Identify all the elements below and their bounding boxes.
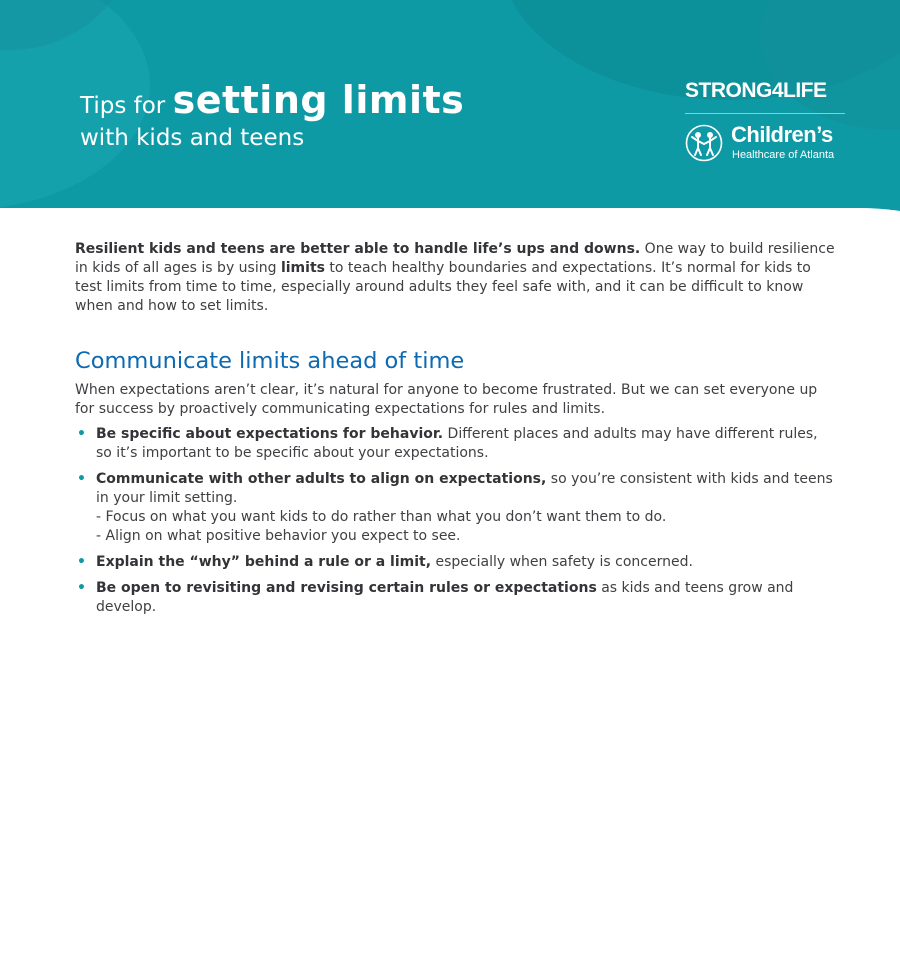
intro-text: to teach healthy boundaries and expectations. It’s normal for kids to test limits from time to time, especially around adults they feel safe with, and it can be difficult to know when and how to set limits. [75, 260, 811, 314]
bullet-bold: Be open to revisiting and revising certain rules or expectations [96, 580, 597, 596]
bullet-bold: Explain the “why” behind a rule or a limit, [96, 554, 432, 570]
bullet-glyph: • [77, 426, 86, 442]
list-item [75, 553, 835, 572]
childrens-wordmark: Children’s [731, 122, 833, 147]
bullet-text: as kids and teens grow and develop. [96, 580, 794, 615]
bullet-glyph: • [77, 471, 86, 487]
bullet-subline: - Focus on what you want kids to do rather than what you don’t want them to do. [96, 509, 667, 525]
bullet-glyph: • [77, 580, 86, 596]
decorative-circle [760, 0, 900, 130]
bullet-text: Different places and adults may have different rules, so it’s important to be specific about your expectations. [96, 426, 818, 461]
section-heading: Communicate limits ahead of time [75, 348, 465, 374]
children-figures-icon [685, 124, 723, 162]
logo-divider [685, 113, 845, 114]
childrens-subtitle: Healthcare of Atlanta [732, 149, 835, 161]
title-emphasis: setting limits [172, 78, 465, 122]
intro-text: One way to build resilience in kids of all ages is by using [75, 241, 835, 276]
strong4life-logo: STRONG4LIFE [685, 79, 827, 102]
list-item [75, 470, 835, 546]
bullet-bold: Be specific about expectations for behavior. [96, 426, 444, 442]
bullet-text: so you’re consistent with kids and teens in your limit setting. [96, 471, 833, 506]
childrens-healthcare-logo [685, 124, 885, 164]
bullet-subline: - Align on what positive behavior you expect to see. [96, 528, 461, 544]
bullet-glyph: • [77, 554, 86, 570]
title-prefix: Tips for [80, 93, 166, 119]
main-content [75, 240, 835, 624]
tips-list [75, 425, 835, 617]
list-item [75, 579, 835, 617]
bullet-bold: Communicate with other adults to align on expectations, [96, 471, 547, 487]
intro-bold-lead: Resilient kids and teens are better able to handle life’s ups and downs. [75, 241, 641, 257]
title-line2: with kids and teens [80, 125, 305, 151]
intro-paragraph [75, 240, 835, 316]
intro-bold-word: limits [280, 260, 325, 276]
list-item [75, 425, 835, 463]
bullet-text: especially when safety is concerned. [431, 554, 693, 570]
page-title [80, 78, 465, 154]
section-lead: When expectations aren’t clear, it’s natural for anyone to become frustrated. But we can set everyone up for success by proactively communicating expectations for rules and limits. [75, 382, 818, 417]
